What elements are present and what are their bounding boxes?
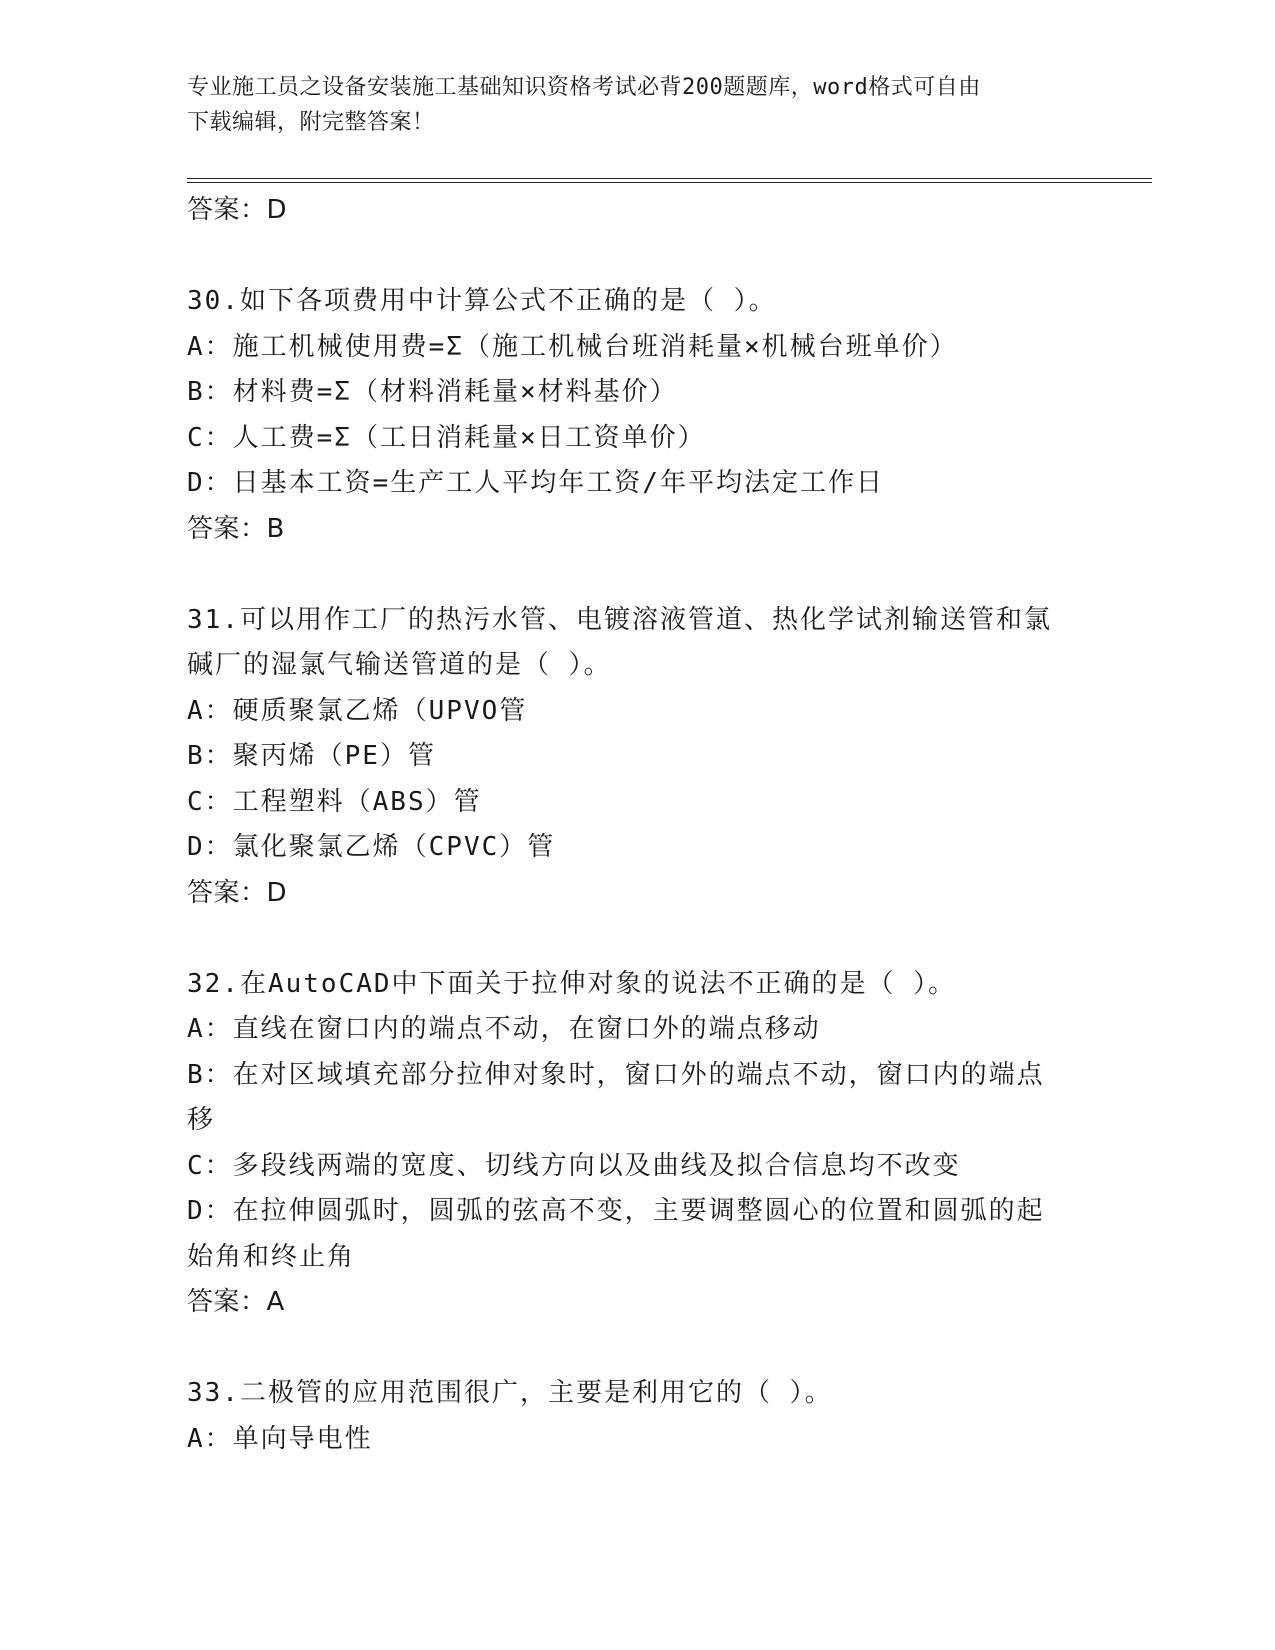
option-b: B：材料费=Σ（材料消耗量×材料基价） xyxy=(187,377,678,407)
header-line-1: 专业施工员之设备安装施工基础知识资格考试必背200题题库，word格式可自由 xyxy=(187,75,981,100)
spacer xyxy=(187,234,1087,280)
answer-text: 答案：D xyxy=(187,877,288,908)
option-a: A：单向导电性 xyxy=(187,1423,373,1454)
question-text: 32.在AutoCAD中下面关于拉伸对象的说法不正确的是（ ）。 xyxy=(187,968,957,999)
option-c: C：人工费=Σ（工日消耗量×日工资单价） xyxy=(187,422,706,453)
question-list xyxy=(187,188,1087,1462)
spacer xyxy=(187,916,1087,962)
question-item xyxy=(187,598,1087,917)
header-divider-top xyxy=(187,178,1152,179)
option-c: C：工程塑料（ABS）管 xyxy=(187,786,482,817)
option-c: C：多段线两端的宽度、切线方向以及曲线及拟合信息均不改变 xyxy=(187,1150,961,1181)
option-a: A：直线在窗口内的端点不动，在窗口外的端点移动 xyxy=(187,1014,821,1044)
option-d: D：日基本工资=生产工人平均年工资/年平均法定工作日 xyxy=(187,468,884,498)
question-text: 31.可以用作工厂的热污水管、电镀溶液管道、热化学试剂输送管和氯 xyxy=(187,604,1052,635)
question-item xyxy=(187,962,1087,1326)
question-text-cont: 碱厂的湿氯气输送管道的是（ ）。 xyxy=(187,650,612,680)
question-item xyxy=(187,1371,1087,1462)
question-text: 30.如下各项费用中计算公式不正确的是（ ）。 xyxy=(187,286,777,316)
option-b: B：在对区域填充部分拉伸对象时，窗口外的端点不动，窗口内的端点 xyxy=(187,1059,1045,1090)
answer-text: 答案：A xyxy=(187,1287,285,1317)
option-d: D：在拉伸圆弧时，圆弧的弦高不变，主要调整圆心的位置和圆弧的起 xyxy=(187,1196,1045,1226)
header-divider-bottom xyxy=(187,182,1152,183)
option-a: A：硬质聚氯乙烯（UPVO管 xyxy=(187,695,528,726)
option-d-cont: 始角和终止角 xyxy=(187,1241,356,1272)
spacer xyxy=(187,552,1087,598)
option-b-cont: 移 xyxy=(187,1105,216,1135)
option-b: B：聚丙烯（PE）管 xyxy=(187,741,436,771)
question-item xyxy=(187,279,1087,552)
previous-answer: 答案：D xyxy=(187,195,288,225)
option-d: D：氯化聚氯乙烯（CPVC）管 xyxy=(187,832,556,862)
header-line-2: 下载编辑，附完整答案！ xyxy=(187,110,435,135)
document-header xyxy=(187,70,1067,140)
question-text: 33.二极管的应用范围很广，主要是利用它的（ ）。 xyxy=(187,1378,833,1408)
spacer xyxy=(187,1326,1087,1372)
option-a: A：施工机械使用费=Σ（施工机械台班消耗量×机械台班单价） xyxy=(187,331,958,362)
answer-text: 答案：B xyxy=(187,513,285,544)
